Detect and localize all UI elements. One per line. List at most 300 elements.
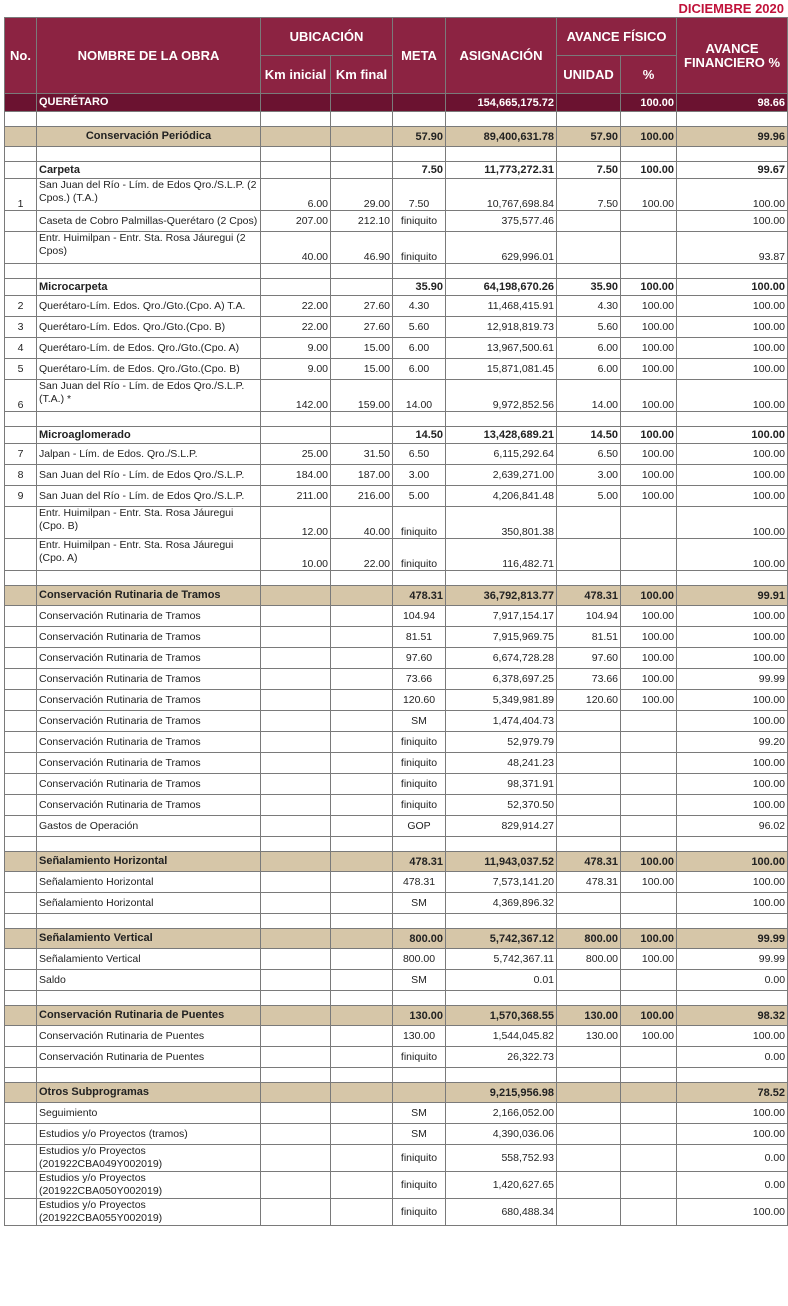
cell-unidad xyxy=(557,914,621,929)
cell-km-inicial xyxy=(261,162,331,179)
cell-asignacion: 52,370.50 xyxy=(446,795,557,816)
cell-no xyxy=(5,1172,37,1199)
cell-no xyxy=(5,162,37,179)
col-header-km-final: Km final xyxy=(331,56,393,94)
cell-pct xyxy=(621,412,677,427)
cell-avance-financiero: 100.00 xyxy=(677,753,788,774)
cell-nombre: Conservación Rutinaria de Tramos xyxy=(37,627,261,648)
cell-nombre: Señalamiento Horizontal xyxy=(37,872,261,893)
cell-nombre xyxy=(37,264,261,279)
cell-meta: 478.31 xyxy=(393,586,446,606)
cell-asignacion: 1,544,045.82 xyxy=(446,1026,557,1047)
cell-pct xyxy=(621,1083,677,1103)
table-row xyxy=(5,949,788,970)
cell-meta: SM xyxy=(393,711,446,732)
cell-avance-financiero: 99.99 xyxy=(677,949,788,970)
cell-km-inicial: 25.00 xyxy=(261,444,331,465)
cell-asignacion: 829,914.27 xyxy=(446,816,557,837)
cell-nombre: Conservación Rutinaria de Puentes xyxy=(37,1006,261,1026)
cell-unidad: 800.00 xyxy=(557,949,621,970)
cell-avance-financiero: 99.96 xyxy=(677,127,788,147)
cell-nombre: Otros Subprogramas xyxy=(37,1083,261,1103)
table-row xyxy=(5,816,788,837)
cell-km-inicial xyxy=(261,929,331,949)
cell-pct: 100.00 xyxy=(621,162,677,179)
cell-avance-financiero: 100.00 xyxy=(677,507,788,539)
cell-avance-financiero xyxy=(677,1068,788,1083)
cell-no xyxy=(5,232,37,264)
cell-meta: 35.90 xyxy=(393,279,446,296)
cell-nombre xyxy=(37,112,261,127)
cell-avance-financiero: 100.00 xyxy=(677,872,788,893)
cell-km-final xyxy=(331,264,393,279)
cell-nombre: Estudios y/o Proyectos (201922CBA055Y002019) xyxy=(37,1199,261,1226)
cell-pct xyxy=(621,753,677,774)
cell-no xyxy=(5,648,37,669)
cell-meta: 6.00 xyxy=(393,359,446,380)
cell-nombre: Estudios y/o Proyectos (201922CBA049Y002019) xyxy=(37,1145,261,1172)
cell-nombre: San Juan del Río - Lím. de Edos Qro./S.L.P. xyxy=(37,486,261,507)
spacer-row xyxy=(5,264,788,279)
cell-meta: 130.00 xyxy=(393,1026,446,1047)
cell-km-inicial xyxy=(261,279,331,296)
cell-unidad xyxy=(557,1068,621,1083)
cell-no xyxy=(5,606,37,627)
cell-asignacion: 1,570,368.55 xyxy=(446,1006,557,1026)
cell-asignacion: 64,198,670.26 xyxy=(446,279,557,296)
cell-unidad xyxy=(557,147,621,162)
cell-km-inicial: 211.00 xyxy=(261,486,331,507)
cell-nombre xyxy=(37,147,261,162)
cell-km-final xyxy=(331,412,393,427)
table-row xyxy=(5,690,788,711)
cell-meta: 14.00 xyxy=(393,380,446,412)
cell-km-inicial xyxy=(261,852,331,872)
cell-pct xyxy=(621,711,677,732)
cell-avance-financiero xyxy=(677,412,788,427)
cell-pct: 100.00 xyxy=(621,929,677,949)
cell-avance-financiero: 100.00 xyxy=(677,711,788,732)
cell-km-inicial: 22.00 xyxy=(261,317,331,338)
cell-unidad xyxy=(557,1103,621,1124)
cell-nombre: Conservación Rutinaria de Puentes xyxy=(37,1047,261,1068)
cell-no xyxy=(5,1047,37,1068)
cell-pct: 100.00 xyxy=(621,606,677,627)
cell-km-inicial: 9.00 xyxy=(261,359,331,380)
cell-pct: 100.00 xyxy=(621,872,677,893)
cell-nombre xyxy=(37,991,261,1006)
table-header xyxy=(5,18,788,94)
cell-km-inicial xyxy=(261,571,331,586)
cell-unidad xyxy=(557,232,621,264)
cell-asignacion xyxy=(446,991,557,1006)
cell-meta: 3.00 xyxy=(393,465,446,486)
cell-unidad xyxy=(557,816,621,837)
cell-no xyxy=(5,970,37,991)
cell-km-inicial xyxy=(261,1068,331,1083)
cell-meta: finiquito xyxy=(393,211,446,232)
cell-no xyxy=(5,929,37,949)
cell-avance-financiero xyxy=(677,991,788,1006)
col-header-nombre: NOMBRE DE LA OBRA xyxy=(37,18,261,94)
cell-avance-financiero: 0.00 xyxy=(677,1047,788,1068)
cell-km-inicial xyxy=(261,1145,331,1172)
prog-row xyxy=(5,929,788,949)
cell-pct: 100.00 xyxy=(621,444,677,465)
cell-nombre: Conservación Rutinaria de Puentes xyxy=(37,1026,261,1047)
cell-meta xyxy=(393,1068,446,1083)
cell-avance-financiero: 99.20 xyxy=(677,732,788,753)
cell-meta xyxy=(393,112,446,127)
cell-km-final xyxy=(331,669,393,690)
cell-pct xyxy=(621,1103,677,1124)
cell-asignacion: 5,742,367.11 xyxy=(446,949,557,970)
cell-asignacion: 4,369,896.32 xyxy=(446,893,557,914)
table-row xyxy=(5,606,788,627)
cell-unidad xyxy=(557,795,621,816)
cell-km-inicial xyxy=(261,872,331,893)
cell-pct xyxy=(621,232,677,264)
cell-avance-financiero: 98.66 xyxy=(677,94,788,112)
cell-asignacion: 1,474,404.73 xyxy=(446,711,557,732)
table-row xyxy=(5,1026,788,1047)
cell-avance-financiero: 100.00 xyxy=(677,444,788,465)
cell-avance-financiero xyxy=(677,147,788,162)
sub-row xyxy=(5,162,788,179)
cell-no xyxy=(5,571,37,586)
cell-asignacion: 98,371.91 xyxy=(446,774,557,795)
cell-avance-financiero: 100.00 xyxy=(677,211,788,232)
cell-meta: finiquito xyxy=(393,1047,446,1068)
cell-avance-financiero: 100.00 xyxy=(677,893,788,914)
cell-asignacion: 13,428,689.21 xyxy=(446,427,557,444)
cell-unidad: 478.31 xyxy=(557,852,621,872)
cell-asignacion: 4,390,036.06 xyxy=(446,1124,557,1145)
table-row xyxy=(5,753,788,774)
cell-km-inicial: 9.00 xyxy=(261,338,331,359)
cell-km-final xyxy=(331,837,393,852)
cell-unidad xyxy=(557,94,621,112)
prog-row xyxy=(5,1083,788,1103)
cell-km-inicial xyxy=(261,1172,331,1199)
cell-km-final xyxy=(331,94,393,112)
spacer-row xyxy=(5,412,788,427)
table-row xyxy=(5,1124,788,1145)
cell-km-final: 22.00 xyxy=(331,539,393,571)
cell-asignacion: 5,349,981.89 xyxy=(446,690,557,711)
cell-km-final xyxy=(331,774,393,795)
cell-asignacion: 7,573,141.20 xyxy=(446,872,557,893)
spacer-row xyxy=(5,1068,788,1083)
cell-avance-financiero: 100.00 xyxy=(677,1124,788,1145)
cell-unidad: 120.60 xyxy=(557,690,621,711)
cell-nombre: Microcarpeta xyxy=(37,279,261,296)
cell-no xyxy=(5,1145,37,1172)
cell-avance-financiero: 100.00 xyxy=(677,539,788,571)
cell-no xyxy=(5,539,37,571)
cell-nombre: QUERÉTARO xyxy=(37,94,261,112)
table-row xyxy=(5,732,788,753)
cell-avance-financiero: 100.00 xyxy=(677,465,788,486)
cell-no xyxy=(5,627,37,648)
cell-pct: 100.00 xyxy=(621,852,677,872)
cell-unidad: 14.00 xyxy=(557,380,621,412)
cell-nombre: Conservación Rutinaria de Tramos xyxy=(37,732,261,753)
cell-pct: 100.00 xyxy=(621,296,677,317)
cell-asignacion: 11,943,037.52 xyxy=(446,852,557,872)
cell-pct: 100.00 xyxy=(621,94,677,112)
cell-asignacion: 2,166,052.00 xyxy=(446,1103,557,1124)
cell-pct: 100.00 xyxy=(621,669,677,690)
cell-unidad: 800.00 xyxy=(557,929,621,949)
cell-km-inicial: 40.00 xyxy=(261,232,331,264)
cell-unidad: 3.00 xyxy=(557,465,621,486)
cell-km-inicial xyxy=(261,991,331,1006)
cell-km-final xyxy=(331,627,393,648)
table-row xyxy=(5,795,788,816)
cell-asignacion: 2,639,271.00 xyxy=(446,465,557,486)
cell-unidad xyxy=(557,1047,621,1068)
cell-km-final xyxy=(331,970,393,991)
cell-nombre: Gastos de Operación xyxy=(37,816,261,837)
cell-unidad xyxy=(557,1172,621,1199)
spacer-row xyxy=(5,991,788,1006)
cell-nombre: Conservación Rutinaria de Tramos xyxy=(37,774,261,795)
cell-km-inicial xyxy=(261,147,331,162)
cell-km-final: 27.60 xyxy=(331,296,393,317)
cell-meta: SM xyxy=(393,1124,446,1145)
table-row xyxy=(5,232,788,264)
cell-avance-financiero: 100.00 xyxy=(677,648,788,669)
col-header-no: No. xyxy=(5,18,37,94)
cell-meta: 800.00 xyxy=(393,949,446,970)
cell-unidad: 7.50 xyxy=(557,162,621,179)
cell-nombre: Conservación Rutinaria de Tramos xyxy=(37,669,261,690)
cell-km-final: 187.00 xyxy=(331,465,393,486)
cell-no xyxy=(5,264,37,279)
cell-nombre: Conservación Rutinaria de Tramos xyxy=(37,753,261,774)
table-row xyxy=(5,1047,788,1068)
cell-avance-financiero: 100.00 xyxy=(677,279,788,296)
cell-asignacion: 154,665,175.72 xyxy=(446,94,557,112)
cell-meta: GOP xyxy=(393,816,446,837)
cell-pct: 100.00 xyxy=(621,627,677,648)
cell-pct xyxy=(621,264,677,279)
cell-no: 7 xyxy=(5,444,37,465)
cell-meta: 81.51 xyxy=(393,627,446,648)
cell-pct xyxy=(621,837,677,852)
cell-meta xyxy=(393,914,446,929)
cell-km-final xyxy=(331,1172,393,1199)
cell-pct xyxy=(621,1068,677,1083)
cell-meta: finiquito xyxy=(393,795,446,816)
cell-nombre: Conservación Rutinaria de Tramos xyxy=(37,606,261,627)
cell-nombre: Querétaro-Lím. de Edos. Qro./Gto.(Cpo. A) xyxy=(37,338,261,359)
cell-km-inicial xyxy=(261,1103,331,1124)
cell-nombre: San Juan del Río - Lím. de Edos Qro./S.L.P. (2 Cpos.) (T.A.) xyxy=(37,179,261,211)
cell-meta: finiquito xyxy=(393,1145,446,1172)
cell-nombre: Entr. Huimilpan - Entr. Sta. Rosa Jáuregui (Cpo. B) xyxy=(37,507,261,539)
cell-unidad xyxy=(557,711,621,732)
cell-no xyxy=(5,1026,37,1047)
cell-nombre: Entr. Huimilpan - Entr. Sta. Rosa Jáuregui (2 Cpos) xyxy=(37,232,261,264)
cell-no: 6 xyxy=(5,380,37,412)
sub-row xyxy=(5,427,788,444)
cell-nombre: Señalamiento Vertical xyxy=(37,949,261,970)
cell-no xyxy=(5,732,37,753)
cell-no xyxy=(5,1083,37,1103)
cell-km-final xyxy=(331,816,393,837)
cell-meta: 6.50 xyxy=(393,444,446,465)
cell-unidad: 104.94 xyxy=(557,606,621,627)
table-row xyxy=(5,1145,788,1172)
cell-meta: SM xyxy=(393,970,446,991)
cell-avance-financiero: 99.99 xyxy=(677,929,788,949)
cell-km-inicial: 207.00 xyxy=(261,211,331,232)
cell-avance-financiero: 0.00 xyxy=(677,1145,788,1172)
cell-pct: 100.00 xyxy=(621,465,677,486)
cell-no xyxy=(5,127,37,147)
prog-row xyxy=(5,586,788,606)
cell-km-final xyxy=(331,732,393,753)
cell-unidad xyxy=(557,837,621,852)
cell-pct: 100.00 xyxy=(621,690,677,711)
cell-km-final: 46.90 xyxy=(331,232,393,264)
cell-pct: 100.00 xyxy=(621,127,677,147)
cell-km-inicial xyxy=(261,94,331,112)
cell-unidad: 57.90 xyxy=(557,127,621,147)
cell-km-inicial xyxy=(261,893,331,914)
cell-nombre: Microaglomerado xyxy=(37,427,261,444)
table-row xyxy=(5,1172,788,1199)
cell-asignacion: 10,767,698.84 xyxy=(446,179,557,211)
cell-asignacion xyxy=(446,112,557,127)
cell-km-final xyxy=(331,949,393,970)
cell-asignacion: 5,742,367.12 xyxy=(446,929,557,949)
table-row xyxy=(5,970,788,991)
table-row xyxy=(5,317,788,338)
report-date: DICIEMBRE 2020 xyxy=(678,1,784,16)
cell-meta: 5.60 xyxy=(393,317,446,338)
cell-no: 5 xyxy=(5,359,37,380)
cell-unidad xyxy=(557,571,621,586)
cell-km-inicial xyxy=(261,1199,331,1226)
table-row xyxy=(5,648,788,669)
cell-km-inicial xyxy=(261,1026,331,1047)
cell-meta: 14.50 xyxy=(393,427,446,444)
cell-km-inicial xyxy=(261,606,331,627)
cell-km-inicial xyxy=(261,127,331,147)
table-row xyxy=(5,872,788,893)
cell-unidad xyxy=(557,211,621,232)
cell-km-final xyxy=(331,162,393,179)
cell-unidad xyxy=(557,264,621,279)
cell-avance-financiero: 100.00 xyxy=(677,774,788,795)
table-row xyxy=(5,380,788,412)
cell-nombre: Conservación Rutinaria de Tramos xyxy=(37,586,261,606)
cell-pct xyxy=(621,1199,677,1226)
cell-km-inicial xyxy=(261,690,331,711)
cell-km-final xyxy=(331,648,393,669)
cell-km-inicial xyxy=(261,648,331,669)
cell-no xyxy=(5,816,37,837)
cell-asignacion: 629,996.01 xyxy=(446,232,557,264)
cell-unidad: 4.30 xyxy=(557,296,621,317)
cell-avance-financiero: 99.67 xyxy=(677,162,788,179)
cell-km-final: 27.60 xyxy=(331,317,393,338)
cell-meta: SM xyxy=(393,1103,446,1124)
cell-meta: finiquito xyxy=(393,232,446,264)
cell-unidad xyxy=(557,1145,621,1172)
cell-meta: 97.60 xyxy=(393,648,446,669)
cell-meta: 57.90 xyxy=(393,127,446,147)
cell-asignacion: 6,115,292.64 xyxy=(446,444,557,465)
table-row xyxy=(5,179,788,211)
cell-no xyxy=(5,427,37,444)
cell-km-final xyxy=(331,147,393,162)
cell-unidad: 6.00 xyxy=(557,359,621,380)
cell-unidad xyxy=(557,1124,621,1145)
state-row xyxy=(5,94,788,112)
table-row xyxy=(5,893,788,914)
prog-row xyxy=(5,127,788,147)
cell-km-inicial xyxy=(261,816,331,837)
cell-meta: finiquito xyxy=(393,774,446,795)
cell-avance-financiero: 100.00 xyxy=(677,1026,788,1047)
cell-avance-financiero: 100.00 xyxy=(677,317,788,338)
cell-km-final: 212.10 xyxy=(331,211,393,232)
cell-unidad: 81.51 xyxy=(557,627,621,648)
cell-nombre: Conservación Periódica xyxy=(37,127,261,147)
table-body xyxy=(5,94,788,1226)
cell-meta xyxy=(393,991,446,1006)
cell-asignacion: 375,577.46 xyxy=(446,211,557,232)
cell-nombre: Carpeta xyxy=(37,162,261,179)
cell-avance-financiero: 96.02 xyxy=(677,816,788,837)
cell-km-final xyxy=(331,795,393,816)
cell-km-inicial xyxy=(261,627,331,648)
cell-avance-financiero: 100.00 xyxy=(677,427,788,444)
cell-avance-financiero: 100.00 xyxy=(677,380,788,412)
sub-row xyxy=(5,279,788,296)
cell-km-inicial xyxy=(261,711,331,732)
table-row xyxy=(5,296,788,317)
cell-km-final xyxy=(331,893,393,914)
cell-no xyxy=(5,112,37,127)
table-row xyxy=(5,774,788,795)
cell-asignacion: 4,206,841.48 xyxy=(446,486,557,507)
cell-pct xyxy=(621,112,677,127)
cell-km-inicial xyxy=(261,1083,331,1103)
spacer-row xyxy=(5,914,788,929)
cell-nombre: Conservación Rutinaria de Tramos xyxy=(37,690,261,711)
cell-pct: 100.00 xyxy=(621,317,677,338)
cell-avance-financiero xyxy=(677,112,788,127)
cell-meta: finiquito xyxy=(393,507,446,539)
table-row xyxy=(5,465,788,486)
cell-no xyxy=(5,669,37,690)
cell-km-inicial xyxy=(261,753,331,774)
cell-no xyxy=(5,1124,37,1145)
cell-asignacion xyxy=(446,837,557,852)
cell-avance-financiero: 78.52 xyxy=(677,1083,788,1103)
cell-meta: 120.60 xyxy=(393,690,446,711)
cell-nombre: Entr. Huimilpan - Entr. Sta. Rosa Jáuregui (Cpo. A) xyxy=(37,539,261,571)
cell-nombre: Jalpan - Lím. de Edos. Qro./S.L.P. xyxy=(37,444,261,465)
cell-unidad: 478.31 xyxy=(557,872,621,893)
cell-pct xyxy=(621,914,677,929)
table-row xyxy=(5,669,788,690)
